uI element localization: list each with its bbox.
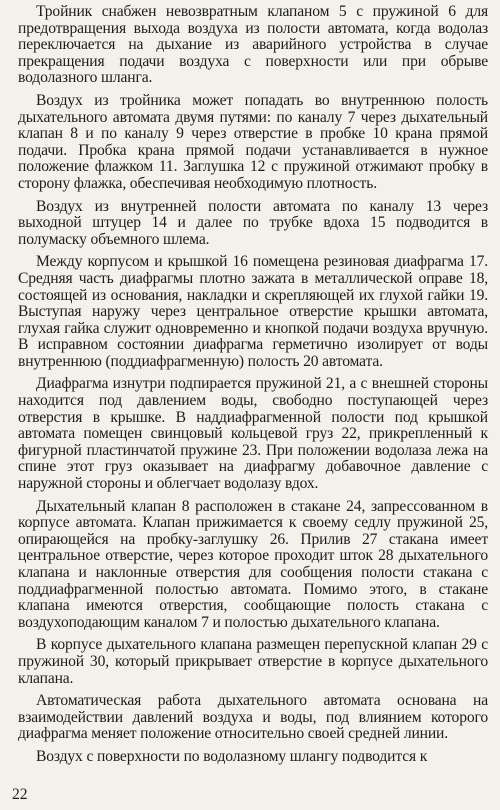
paragraph-air-to-mask: Воздух из внутренней полости автомата по каналу 13 через выходной штуцер 14 и далее по трубке вдоха 15 подводится в полумаску объемного шлема. bbox=[18, 197, 488, 248]
document-page bbox=[18, 4, 488, 772]
paragraph-automatic-operation: Автоматическая работа дыхательного автомата основана на взаимодействии давлений воздуха и воды, под влиянием которого диафрагма меняет положение относительно своей средней линии. bbox=[18, 692, 488, 743]
paragraph-bypass-valve: В корпусе дыхательного клапана размещен перепускной клапан 29 с пружиной 30, который прикрывает отверстие в корпусе дыхательного клапана. bbox=[18, 636, 488, 687]
paragraph-air-supply: Воздух с поверхности по водолазному шлангу подводится к bbox=[36, 747, 428, 765]
paragraph-diaphragm-spring: Диафрагма изнутри подпирается пружиной 21, а с внешней стороны находится под давлением воды, свободно поступающей через отверстия в крышке. В наддиафрагменной полости под крышкой автомата помещен свинцовый кольцевой груз 22, прикрепленный к фигурной пластинчатой пружине 23. При положении водолаза лежа на спине этот груз оказывает на диафрагму добавочное давление с наружной стороны и облегчает водолазу вдох. bbox=[18, 375, 488, 493]
paragraph-diaphragm: Между корпусом и крышкой 16 помещена резиновая диафрагма 17. Средняя часть диафрагмы плотно зажата в металлической оправе 18, состоящей из основания, накладки и скрепляющей их глухой гайки 19. Выступая наружу через центральное отверстие крышки автомата, глухая гайка служит одновременно и кнопкой подачи воздуха вручную. В исправном состоянии диафрагма герметично изолирует от воды внутреннюю (поддиафрагменную) полость 20 автомата. bbox=[18, 253, 488, 370]
paragraph-air-paths: Воздух из тройника может попадать во внутреннюю полость дыхательного автомата двумя путями: по каналу 7 через дыхательный клапан 8 и по каналу 9 через отверстие в пробке 10 крана прямой подачи. Пробка крана прямой подачи устанавливается в нужное положение флажком 11. Заглушка 12 с пружиной отжимают пробку в сторону флажка, обеспечивая необходимую плотность. bbox=[18, 91, 488, 192]
paragraph-breathing-valve: Дыхательный клапан 8 расположен в стакане 24, запрессованном в корпусе автомата. Клапан прижимается к своему седлу пружиной 25, опирающейся на пробку-заглушку 26. Прилив 27 стакана имеет центральное отверстие, через которое проходит шток 28 дыхательного клапана и наклонные отверстия для сообщения полости стакана с поддиафрагменной полостью автомата. Помимо этого, в стакане клапана имеются отверстия, сообщающие полость стакана с воздухоподающим каналом 7 и полостью дыхательного клапана. bbox=[18, 497, 488, 631]
paragraph-nonreturn-valve: Тройник снабжен невозвратным клапаном 5 с пружиной 6 для предотвращения выхода воздуха из полости автомата, когда водолаз переключается на дыхание из аварийного устройства в случае прекращения подачи воздуха с поверхности или при обрыве водолазного шланга. bbox=[18, 3, 488, 87]
page-number: 22 bbox=[12, 786, 28, 803]
